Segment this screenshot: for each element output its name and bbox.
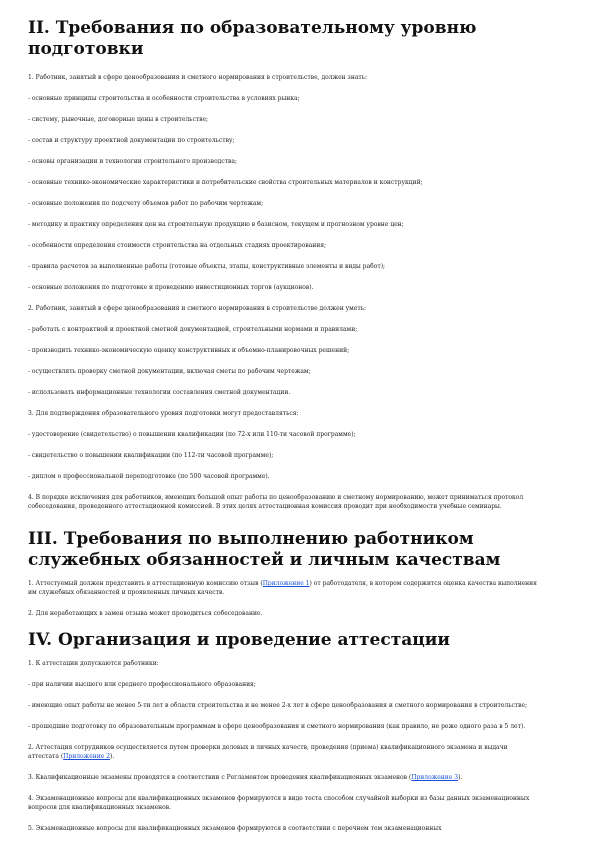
list-item: - систему, рыночные, договорные цены в строительстве; bbox=[28, 116, 209, 123]
paragraph-text: ) от работодателя, в котором содержится оценка качества выполнения им служебных обязанностей и проявленных личных качеств. bbox=[28, 580, 537, 596]
section-4-title: IV. Организация и проведение аттестации bbox=[28, 630, 451, 650]
appendix-2-link[interactable]: Приложение 2 bbox=[63, 753, 111, 760]
list-item: - основные принципы строительства и особенности строительства в условиях рынка; bbox=[28, 95, 300, 102]
appendix-1-link[interactable]: Приложение 1 bbox=[262, 580, 310, 587]
paragraph bbox=[28, 579, 537, 597]
appendix-3-link[interactable]: Приложение 3 bbox=[411, 774, 459, 781]
list-item: - осуществлять проверку сметной документации, включая сметы по рабочим чертежам; bbox=[28, 368, 311, 375]
paragraph-text: 1. Аттестуемый должен представить в аттестационную комиссию отзыв ( bbox=[28, 580, 263, 587]
list-item: - прошедшие подготовку по образовательным программам в сфере ценообразования и сметного нормирования (как правило, не реже одного раза в 5 лет). bbox=[28, 723, 526, 730]
paragraph bbox=[28, 773, 537, 782]
paragraph-text: 2. Аттестация сотрудников осуществляется путем проверки деловых и личных качеств, проведения (приема) квалификационного экзамена и выдачи аттестата ( bbox=[28, 744, 508, 760]
section-2-title: II. Требования по образовательному уровню подготовки bbox=[28, 18, 477, 59]
list-item: - правила расчетов за выполненные работы (готовые объекты, этапы, конструктивные элементы и виды работ); bbox=[28, 263, 386, 270]
list-item: - основные положения по подсчету объемов работ по рабочим чертежам; bbox=[28, 200, 264, 207]
list-item: - основные положения по подготовке и проведению инвестиционных торгов (аукционов). bbox=[28, 284, 314, 291]
list-item: - особенности определения стоимости строительства на отдельных стадиях проектирования; bbox=[28, 242, 327, 249]
paragraph-text: ). bbox=[458, 774, 463, 781]
list-item: - состав и структуру проектной документации по строительству; bbox=[28, 137, 235, 144]
list-item: - методику и практику определения цен на строительную продукцию в базисном, текущем и прогнозном уровне цен; bbox=[28, 221, 404, 228]
list-item: 3. Для подтверждения образовательного уровня подготовки могут предоставляться: bbox=[28, 410, 299, 417]
list-item: - использовать информационные технологии составления сметной документации. bbox=[28, 389, 291, 396]
section-3-items bbox=[28, 579, 537, 618]
list-item: - диплом о профессиональной переподготовке (по 500 часовой программе). bbox=[28, 473, 270, 480]
list-item: - при наличии высшего или среднего профессионального образования; bbox=[28, 681, 256, 688]
section-2-items bbox=[28, 73, 537, 511]
list-item: 2. Работник, занятый в сфере ценообразования и сметного нормирования в строительстве должен уметь: bbox=[28, 305, 366, 312]
paragraph: 4. Экзаменационные вопросы для квалификационных экзаменов формируются в виде теста способом случайной выборки из базы данных экзаменационных вопросов для квалификационных экзаменов. bbox=[28, 795, 530, 811]
list-item: 1. Работник, занятый в сфере ценообразования и сметного нормирования в строительстве, должен знать: bbox=[28, 74, 368, 81]
paragraph-text: ). bbox=[110, 753, 115, 760]
paragraph-text: 3. Квалификационные экзамены проводятся в соответствии с Регламентом проведения квалификационных экзаменов ( bbox=[28, 774, 412, 781]
list-item: - основные технико-экономические характеристики и потребительские свойства строительных материалов и конструкций; bbox=[28, 179, 423, 186]
list-item: 1. К аттестации допускаются работники: bbox=[28, 660, 159, 667]
list-item: - имеющие опыт работы не менее 5-ти лет в области строительства и не менее 2-х лет в сфере ценообразования и сметного нормирования в строительстве; bbox=[28, 702, 528, 709]
list-item: - основы организации и технологии строительного производства; bbox=[28, 158, 238, 165]
paragraph bbox=[28, 743, 537, 761]
paragraph: 4. В порядке исключения для работников, имеющих большой опыт работы по ценообразованию и сметному нормированию, может приниматься протокол собеседования, проведенного аттестационной комиссией. В этих целях аттестационная комиссия проводит при необходимости учебные семинары. bbox=[28, 494, 524, 510]
paragraph: 2. Для неработающих в замен отзыва может проводиться собеседование. bbox=[28, 610, 263, 617]
list-item: - работать с контрактной и проектной сметной документацией, строительными нормами и правилами; bbox=[28, 326, 358, 333]
section-4-items bbox=[28, 659, 537, 833]
list-item: - свидетельство о повышении квалификации (по 112-ти часовой программе); bbox=[28, 452, 274, 459]
list-item: - удостоверение (свидетельство) о повышении квалификации (по 72-х или 110-ти часовой программе); bbox=[28, 431, 356, 438]
list-item: - производить технико-экономическую оценку конструктивных и объемно-планировочных решений; bbox=[28, 347, 350, 354]
section-3-title: III. Требования по выполнению работником служебных обязанностей и личным качествам bbox=[28, 529, 501, 570]
paragraph: 5. Экзаменационные вопросы для квалификационных экзаменов формируются в соответствии с перечнем тем экзаменационных bbox=[28, 825, 442, 832]
